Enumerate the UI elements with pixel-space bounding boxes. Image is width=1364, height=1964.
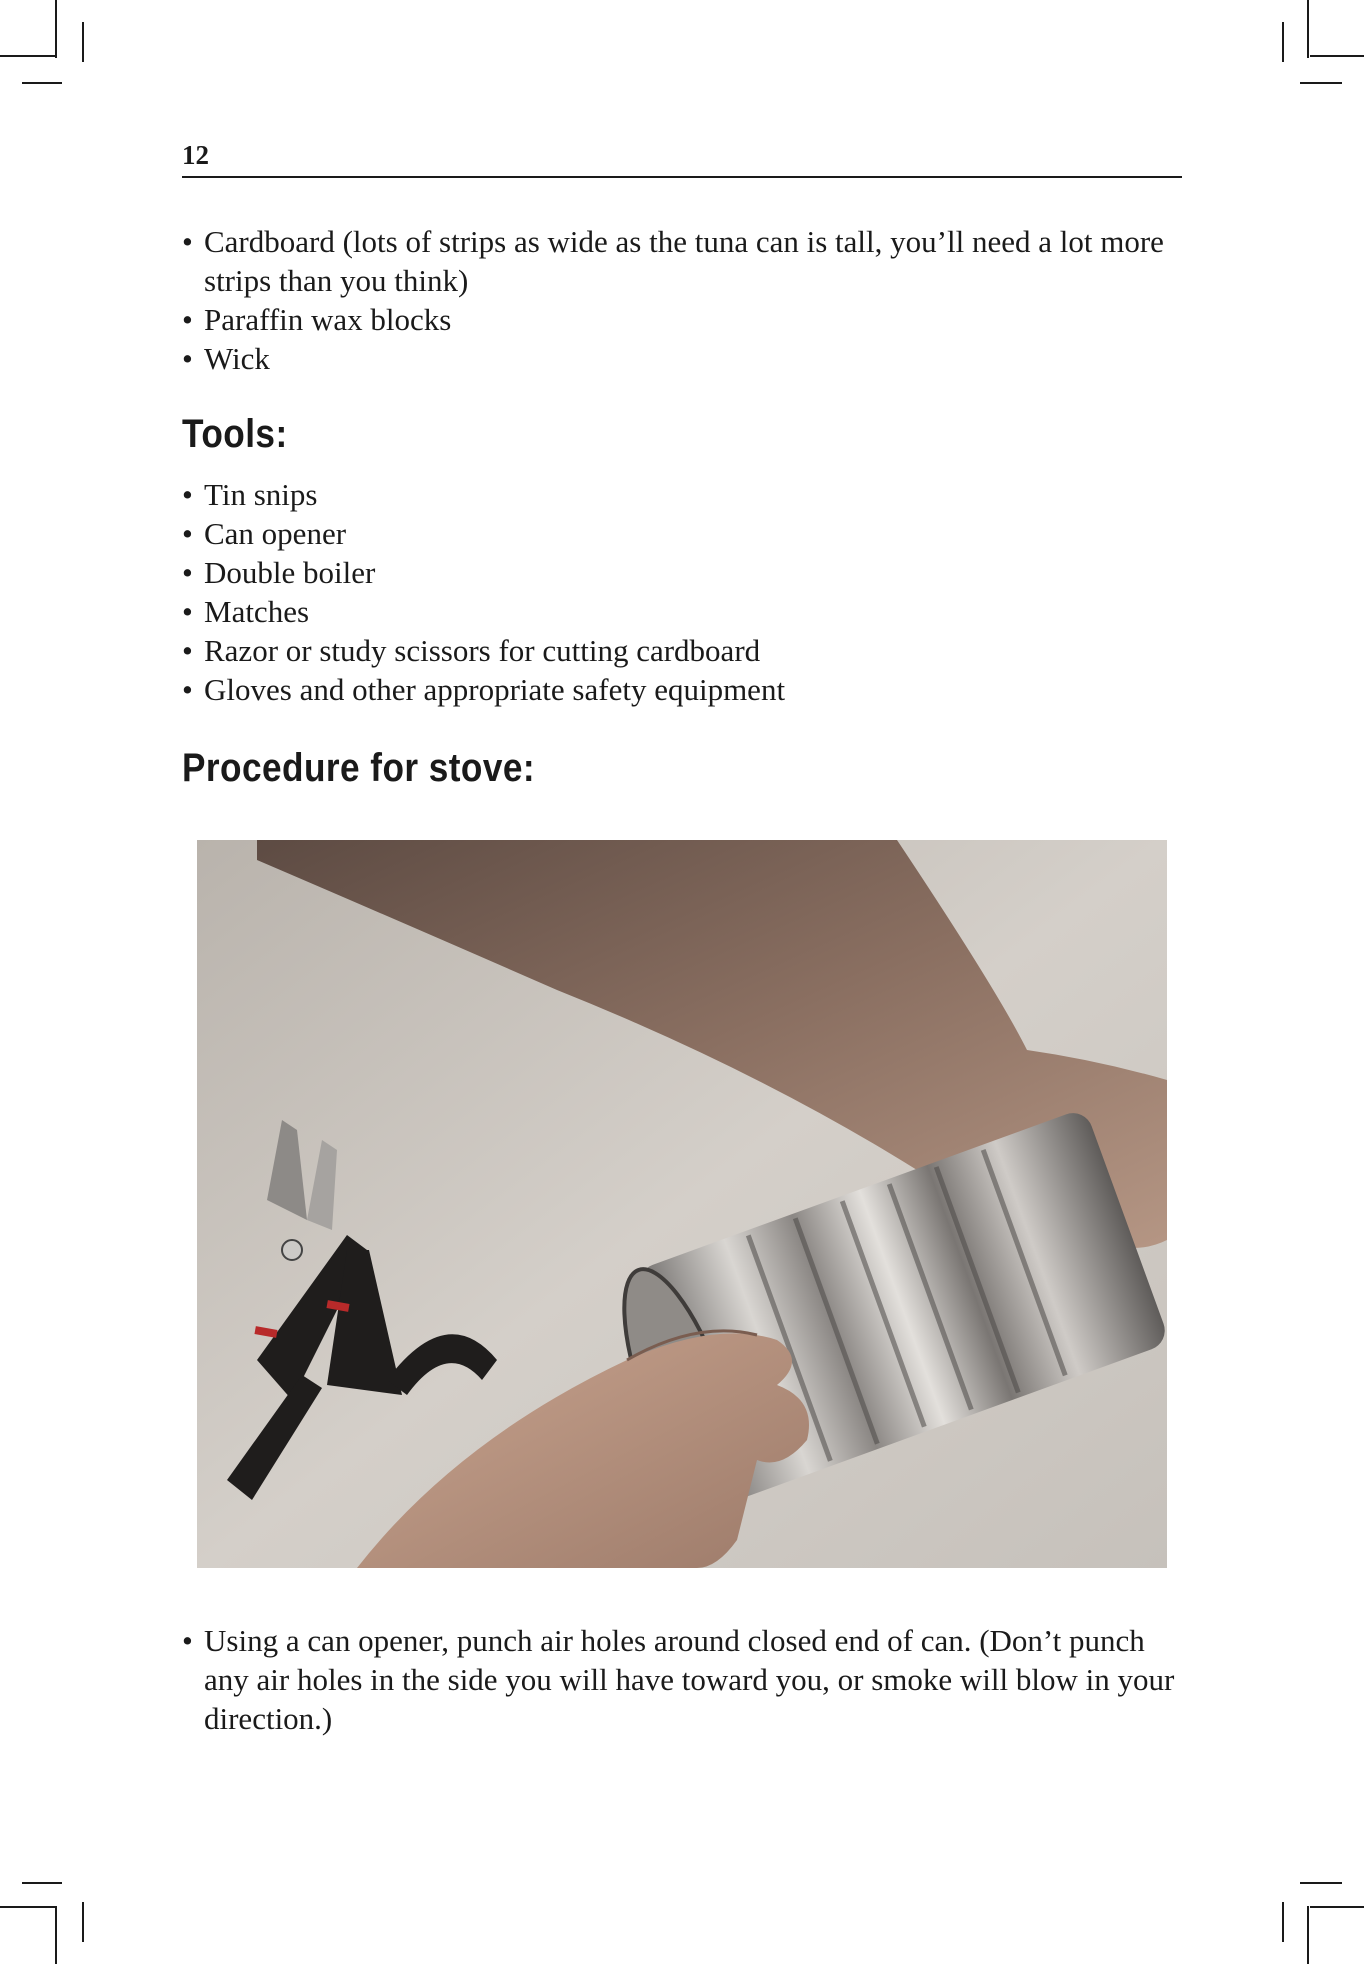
crop-mark — [55, 1906, 57, 1964]
list-item: • Tin snips — [182, 475, 1182, 514]
list-item: • Cardboard (lots of strips as wide as the tuna can is tall, you’ll need a lot more strips than you think) — [182, 222, 1182, 300]
crop-mark — [0, 1906, 55, 1908]
crop-mark — [55, 0, 57, 58]
procedure-heading: Procedure for stove: — [182, 746, 536, 790]
crop-mark — [22, 82, 62, 84]
list-item: • Razor or study scissors for cutting cardboard — [182, 631, 1182, 670]
crop-mark — [1307, 0, 1309, 58]
procedure-photo — [197, 840, 1167, 1568]
crop-mark — [0, 55, 55, 57]
list-item: • Can opener — [182, 514, 1182, 553]
materials-list — [182, 222, 1182, 378]
crop-mark — [1300, 1882, 1342, 1884]
crop-mark — [1282, 1902, 1284, 1942]
list-item: • Matches — [182, 592, 1182, 631]
crop-mark — [1282, 22, 1284, 62]
page-number: 12 — [182, 140, 209, 170]
crop-mark — [82, 22, 84, 62]
tools-heading: Tools: — [182, 412, 288, 456]
tools-list — [182, 475, 1182, 709]
crop-mark — [1300, 82, 1342, 84]
list-item: • Double boiler — [182, 553, 1182, 592]
list-item: • Using a can opener, punch air holes around closed end of can. (Don’t punch any air holes in the side you will have toward you, or smoke will blow in your direction.) — [182, 1621, 1182, 1738]
crop-mark — [1310, 55, 1364, 57]
list-item: • Wick — [182, 339, 1182, 378]
list-item: • Gloves and other appropriate safety equipment — [182, 670, 1182, 709]
procedure-steps — [182, 1621, 1182, 1738]
crop-mark — [82, 1902, 84, 1942]
crop-mark — [1307, 1906, 1309, 1964]
crop-mark — [22, 1882, 62, 1884]
header-rule — [182, 176, 1182, 178]
list-item: • Paraffin wax blocks — [182, 300, 1182, 339]
crop-mark — [1310, 1906, 1364, 1908]
